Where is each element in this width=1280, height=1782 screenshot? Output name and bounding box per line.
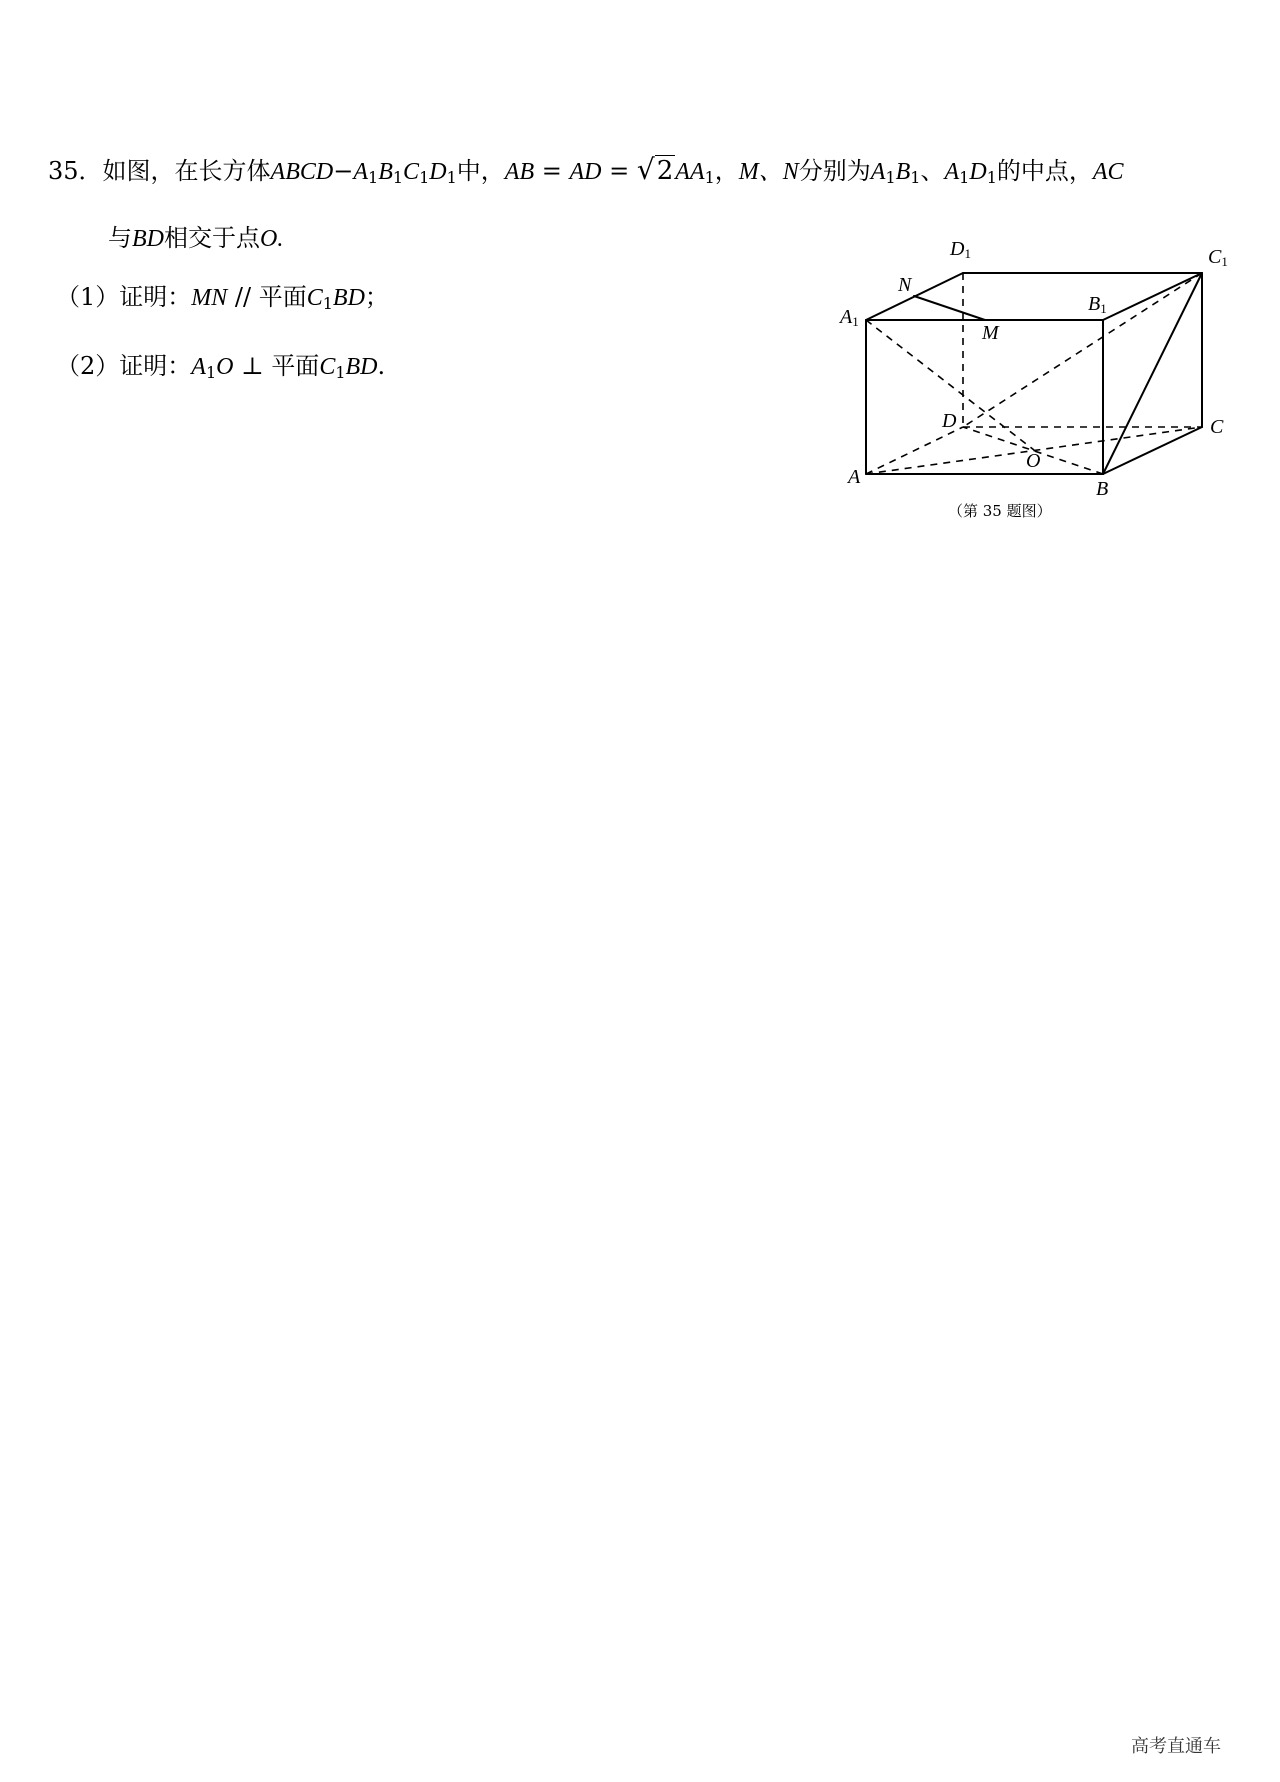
edge-b1-c1 bbox=[1103, 273, 1202, 320]
label-b1: $B_1$ bbox=[1088, 293, 1107, 316]
problem-line-1: 35．如图，在长方体$ABCD-A_1B_1C_1D_1$中，AB = AD = $√2AA_1$，M、N分别为$A_1B_1$、$A_1D_1$的中点，AC bbox=[48, 153, 1124, 187]
label-n: N bbox=[898, 274, 912, 296]
prism-diagram bbox=[830, 238, 1250, 528]
label-a1: $A_1$ bbox=[840, 306, 859, 329]
edge-a-d bbox=[866, 427, 963, 474]
figure-caption: （第 35 题图） bbox=[948, 502, 1052, 520]
problem-line-2: 与BD相交于点O. bbox=[108, 224, 284, 252]
part-1: （1）证明：MN // 平面$C_1BD$； bbox=[56, 283, 389, 313]
segment-c1-b bbox=[1103, 273, 1202, 474]
label-d1: $D_1$ bbox=[950, 238, 971, 261]
sqrt-two: √2 bbox=[636, 153, 674, 186]
label-c1: $C_1$ bbox=[1208, 246, 1228, 269]
label-d: D bbox=[942, 410, 957, 432]
label-m: M bbox=[982, 322, 999, 344]
prism-figure bbox=[830, 238, 1250, 528]
label-o: O bbox=[1026, 450, 1041, 472]
footer-watermark: 高考直通车 bbox=[1131, 1736, 1221, 1757]
problem-number: 35． bbox=[48, 157, 103, 185]
part-2: （2）证明：$A_1O$ ⊥ 平面$C_1BD$. bbox=[56, 352, 386, 382]
label-c: C bbox=[1210, 416, 1224, 438]
label-a: A bbox=[848, 466, 861, 488]
label-b: B bbox=[1096, 478, 1109, 500]
segment-c1-d bbox=[963, 273, 1202, 427]
segment-n-m bbox=[914, 296, 985, 320]
